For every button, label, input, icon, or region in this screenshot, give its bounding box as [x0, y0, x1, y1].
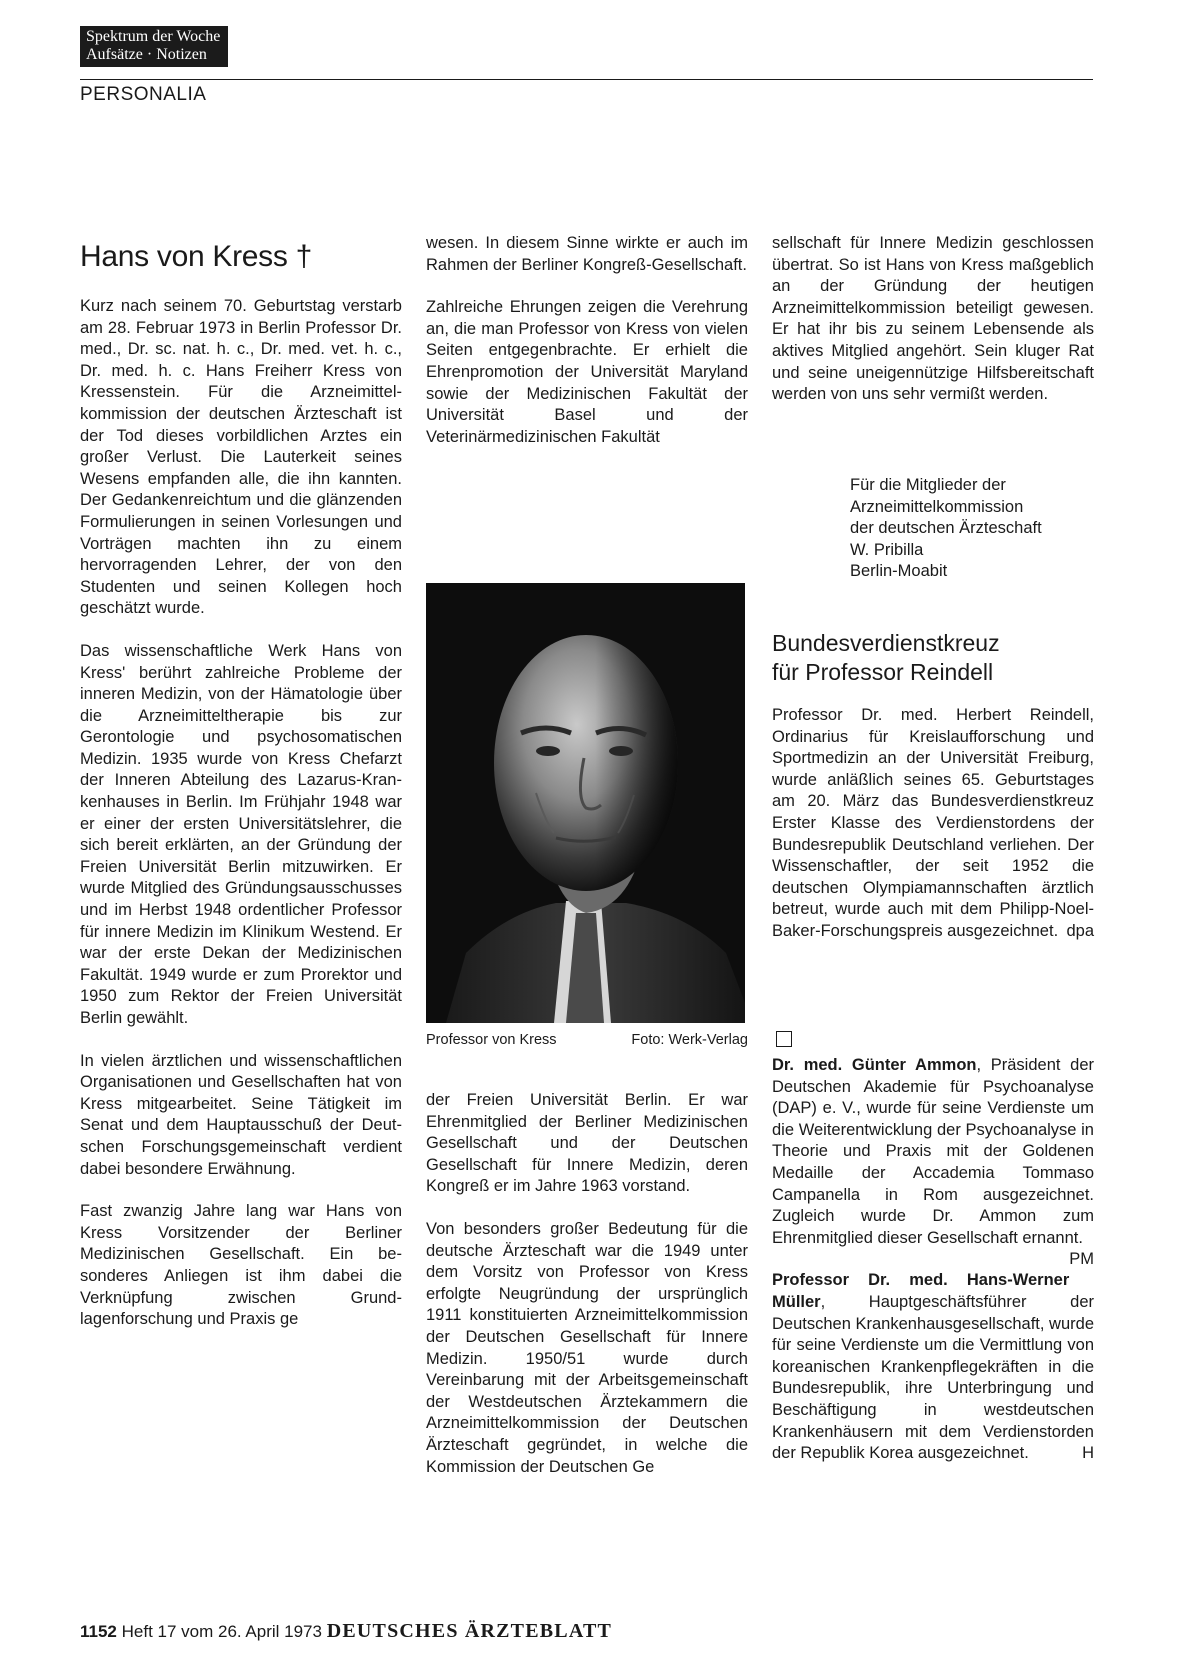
column-2-top: [426, 233, 748, 448]
notice-ammon-name: Dr. med. Günter Ammon: [772, 1056, 977, 1074]
kress-paragraph-2: Das wissenschaftliche Werk Hans von Kress' berührt zahlreiche Probleme der inneren Medizin, von der Hämatologie über die Arzneimitteltherapie bis zur Gerontologie und psychosomatischen Medizin. 1935 wurde von Kress Chefarzt der Inneren Abteilung des Lazarus-Krankenhauses in Berlin. Im Frühjahr 1948 war er einer der ersten Universitätslehrer, die sich bereit erklärten, an der Gründung der Freien Universität Berlin mitzuwirken. Er wurde Mitglied des Gründungsausschusses und im Herbst 1948 ordentlicher Professor für innere Medizin im Klinikum Westend. Er war der erste Dekan der Medizinischen Fakultät. 1949 wurde er zum Prorektor und 1950 zum Rektor der Freien Universität Berlin gewählt.: [80, 641, 402, 1027]
notice-mueller: [772, 1270, 1094, 1464]
kress-paragraph-7: der Freien Universität Berlin. Er war Ehrenmitglied der Berliner Medizinischen Gesellschaft und der Deutschen Gesellschaft für Innere Medizin, deren Kongreß er im Jahre 1963 vorstand.: [426, 1091, 748, 1196]
signature-line-3: der deutschen Ärzteschaft: [850, 519, 1042, 538]
reindell-text: Professor Dr. med. Herbert Reindell, Ordinarius für Kreislaufforschung und Sportmedizin an der Universität Freiburg, wurde anläßlich seines 65. Geburtstages am 20. März das Bundesverdienstkreuz Erster Klasse des Verdienstordens der Bundesrepublik Deutschland verliehen. Der Wissenschaftler, der seit 1952 die deutschen Olympiamannschaften ärztlich betreut, wurde auch mit dem Philipp-Noel-Baker-Forschungspreis ausgezeichnet.: [772, 706, 1094, 940]
caption-credit: Foto: Werk-Verlag: [631, 1032, 748, 1048]
reindell-title-line-1: Bundesverdienstkreuz: [772, 630, 1000, 656]
kress-paragraph-6: Zahlreiche Ehrungen zeigen die Verehrung an, die man Professor von Kress von vielen Seiten entgegenbrachte. Er erhielt die Ehrenpromotion der Universität Maryland sowie der Medizinischen Fakultät der Universität Basel und der Veterinärmedizinischen Fakultät: [426, 298, 748, 446]
header-rule: [80, 79, 1093, 80]
article-title-reindell: [772, 629, 1000, 687]
reindell-agency: dpa: [1066, 921, 1094, 940]
column-3-notices: [772, 1055, 1094, 1465]
notice-mueller-name: Professor Dr. med. Hans-Werner Müller: [772, 1271, 1070, 1311]
notice-ammon-text: , Präsident der Deutschen Akademie für Psychoanalyse (DAP) e. V., wurde für seine Verdienste um die Weiterentwicklung der Psychoanalyse in Theorie und Praxis mit der Goldenen Medaille der Accademia Tommaso Campanella in Rom ausgezeichnet. Zugleich wurde Dr. Ammon zum Ehrenmitglied dieser Gesellschaft ernannt.: [772, 1056, 1094, 1247]
page-footer: [80, 1620, 612, 1643]
signature-line-2: Arzneimittelkommission: [850, 497, 1024, 516]
column-3-top: [772, 233, 1094, 406]
kress-paragraph-5: wesen. In diesem Sinne wirkte er auch im Rahmen der Berliner Kongreß-Gesellschaft.: [426, 234, 748, 274]
kress-paragraph-3: In vielen ärztlichen und wissenschaftlichen Organisationen und Gesellschaften hat von Kress mitgearbeitet. Seine Tätigkeit im Senat und dem Hauptausschuß der Deutschen Forschungsgemeinschaft verdient dabei besondere Erwähnung.: [80, 1051, 402, 1178]
portrait-photo: [426, 583, 745, 1023]
column-3-reindell: [772, 705, 1094, 943]
kress-paragraph-8: Von besonders großer Bedeutung für die deutsche Ärzteschaft war die 1949 unter dem Vorsitz von Professor von Kress erfolgte Neugründung der ursprünglich 1911 konstituierten Arzneimittelkommission der Deutschen Gesellschaft für Innere Medizin. 1950/51 wurde durch Vereinbarung mit der Arbeitsgemeinschaft der Westdeutschen Ärztekammern die Arzneimittelkommission der Deutschen Ärzteschaft gegründet, in welche die Kommission der Deutschen Ge: [426, 1219, 748, 1476]
signature-line-4: W. Pribilla: [850, 540, 924, 559]
masthead-line-2: Aufsätze · Notizen: [86, 46, 207, 63]
kress-paragraph-1: Kurz nach seinem 70. Geburtstag verstarb am 28. Februar 1973 in Berlin Professor Dr. med., Dr. sc. nat. h. c., Dr. med. vet. h. c., Dr. med. h. c. Hans Freiherr Kress von Kressenstein. Für die Arzneimittelkommission der deutschen Ärzteschaft ist der Tod dieses vorbildlichen Arztes ein großer Verlust. Die Lauterkeit seines Wesens empfanden alle, die ihn kannten. Der Gedankenreichtum und die glänzenden Formulierungen in seinen Vorlesungen und Vorträgen machten ihn zu einem hervorragenden Lehrer, der von den Studenten und seinen Kollegen hoch geschätzt wurde.: [80, 297, 402, 618]
article-title-kress: Hans von Kress †: [80, 240, 312, 273]
section-label: PERSONALIA: [80, 84, 207, 105]
kress-paragraph-4: Fast zwanzig Jahre lang war Hans von Kress Vorsitzender der Berliner Medizinischen Gesellschaft. Ein besonderes Anliegen ist ihm dabei die Verknüpfung zwischen Grundlagenforschung und Praxis ge: [80, 1202, 402, 1329]
masthead: [80, 26, 228, 67]
reindell-title-line-2: für Professor Reindell: [772, 659, 994, 685]
notice-mueller-agency: H: [1082, 1444, 1094, 1463]
issue-info: Heft 17 vom 26. April 1973: [121, 1622, 322, 1641]
portrait-illustration: [426, 583, 745, 1023]
page-number: 1152: [80, 1622, 117, 1641]
notice-ammon: [772, 1055, 1094, 1269]
column-2-bottom: [426, 1090, 748, 1478]
column-1: [80, 296, 402, 1331]
notice-mueller-text: , Hauptgeschäftsführer der Deutschen Krankenhausgesellschaft, wurde für seine Verdienste um die Vermittlung von koreanischen Krankenpflegekräften in die Bundesrepublik, ihre Unterbringung und Beschäftigung in westdeutschen Krankenhäusern mit dem Verdienstorden der Republik Korea ausgezeichnet.: [772, 1292, 1094, 1463]
kress-paragraph-9: sellschaft für Innere Medizin geschlossen übertrat. So ist Hans von Kress maßgeblich an der Gründung der heutigen Arzneimittelkommission beteiligt gewesen. Er hat ihr bis zu seinem Lebensende als aktives Mitglied angehört. Sein kluger Rat und seine uneigennützige Hilfsbereitschaft werden von uns sehr vermißt werden.: [772, 234, 1094, 404]
section-divider-box: [776, 1031, 792, 1047]
reindell-body: [772, 705, 1094, 943]
signature-block: [850, 475, 1042, 583]
notice-ammon-agency: PM: [1069, 1250, 1094, 1269]
signature-line-5: Berlin-Moabit: [850, 562, 948, 581]
caption-subject: Professor von Kress: [426, 1032, 557, 1048]
signature-line-1: Für die Mitglieder der: [850, 476, 1006, 494]
photo-caption: [426, 1032, 748, 1048]
journal-name: DEUTSCHES ÄRZTEBLATT: [326, 1620, 613, 1642]
masthead-line-1: Spektrum der Woche: [86, 28, 221, 45]
